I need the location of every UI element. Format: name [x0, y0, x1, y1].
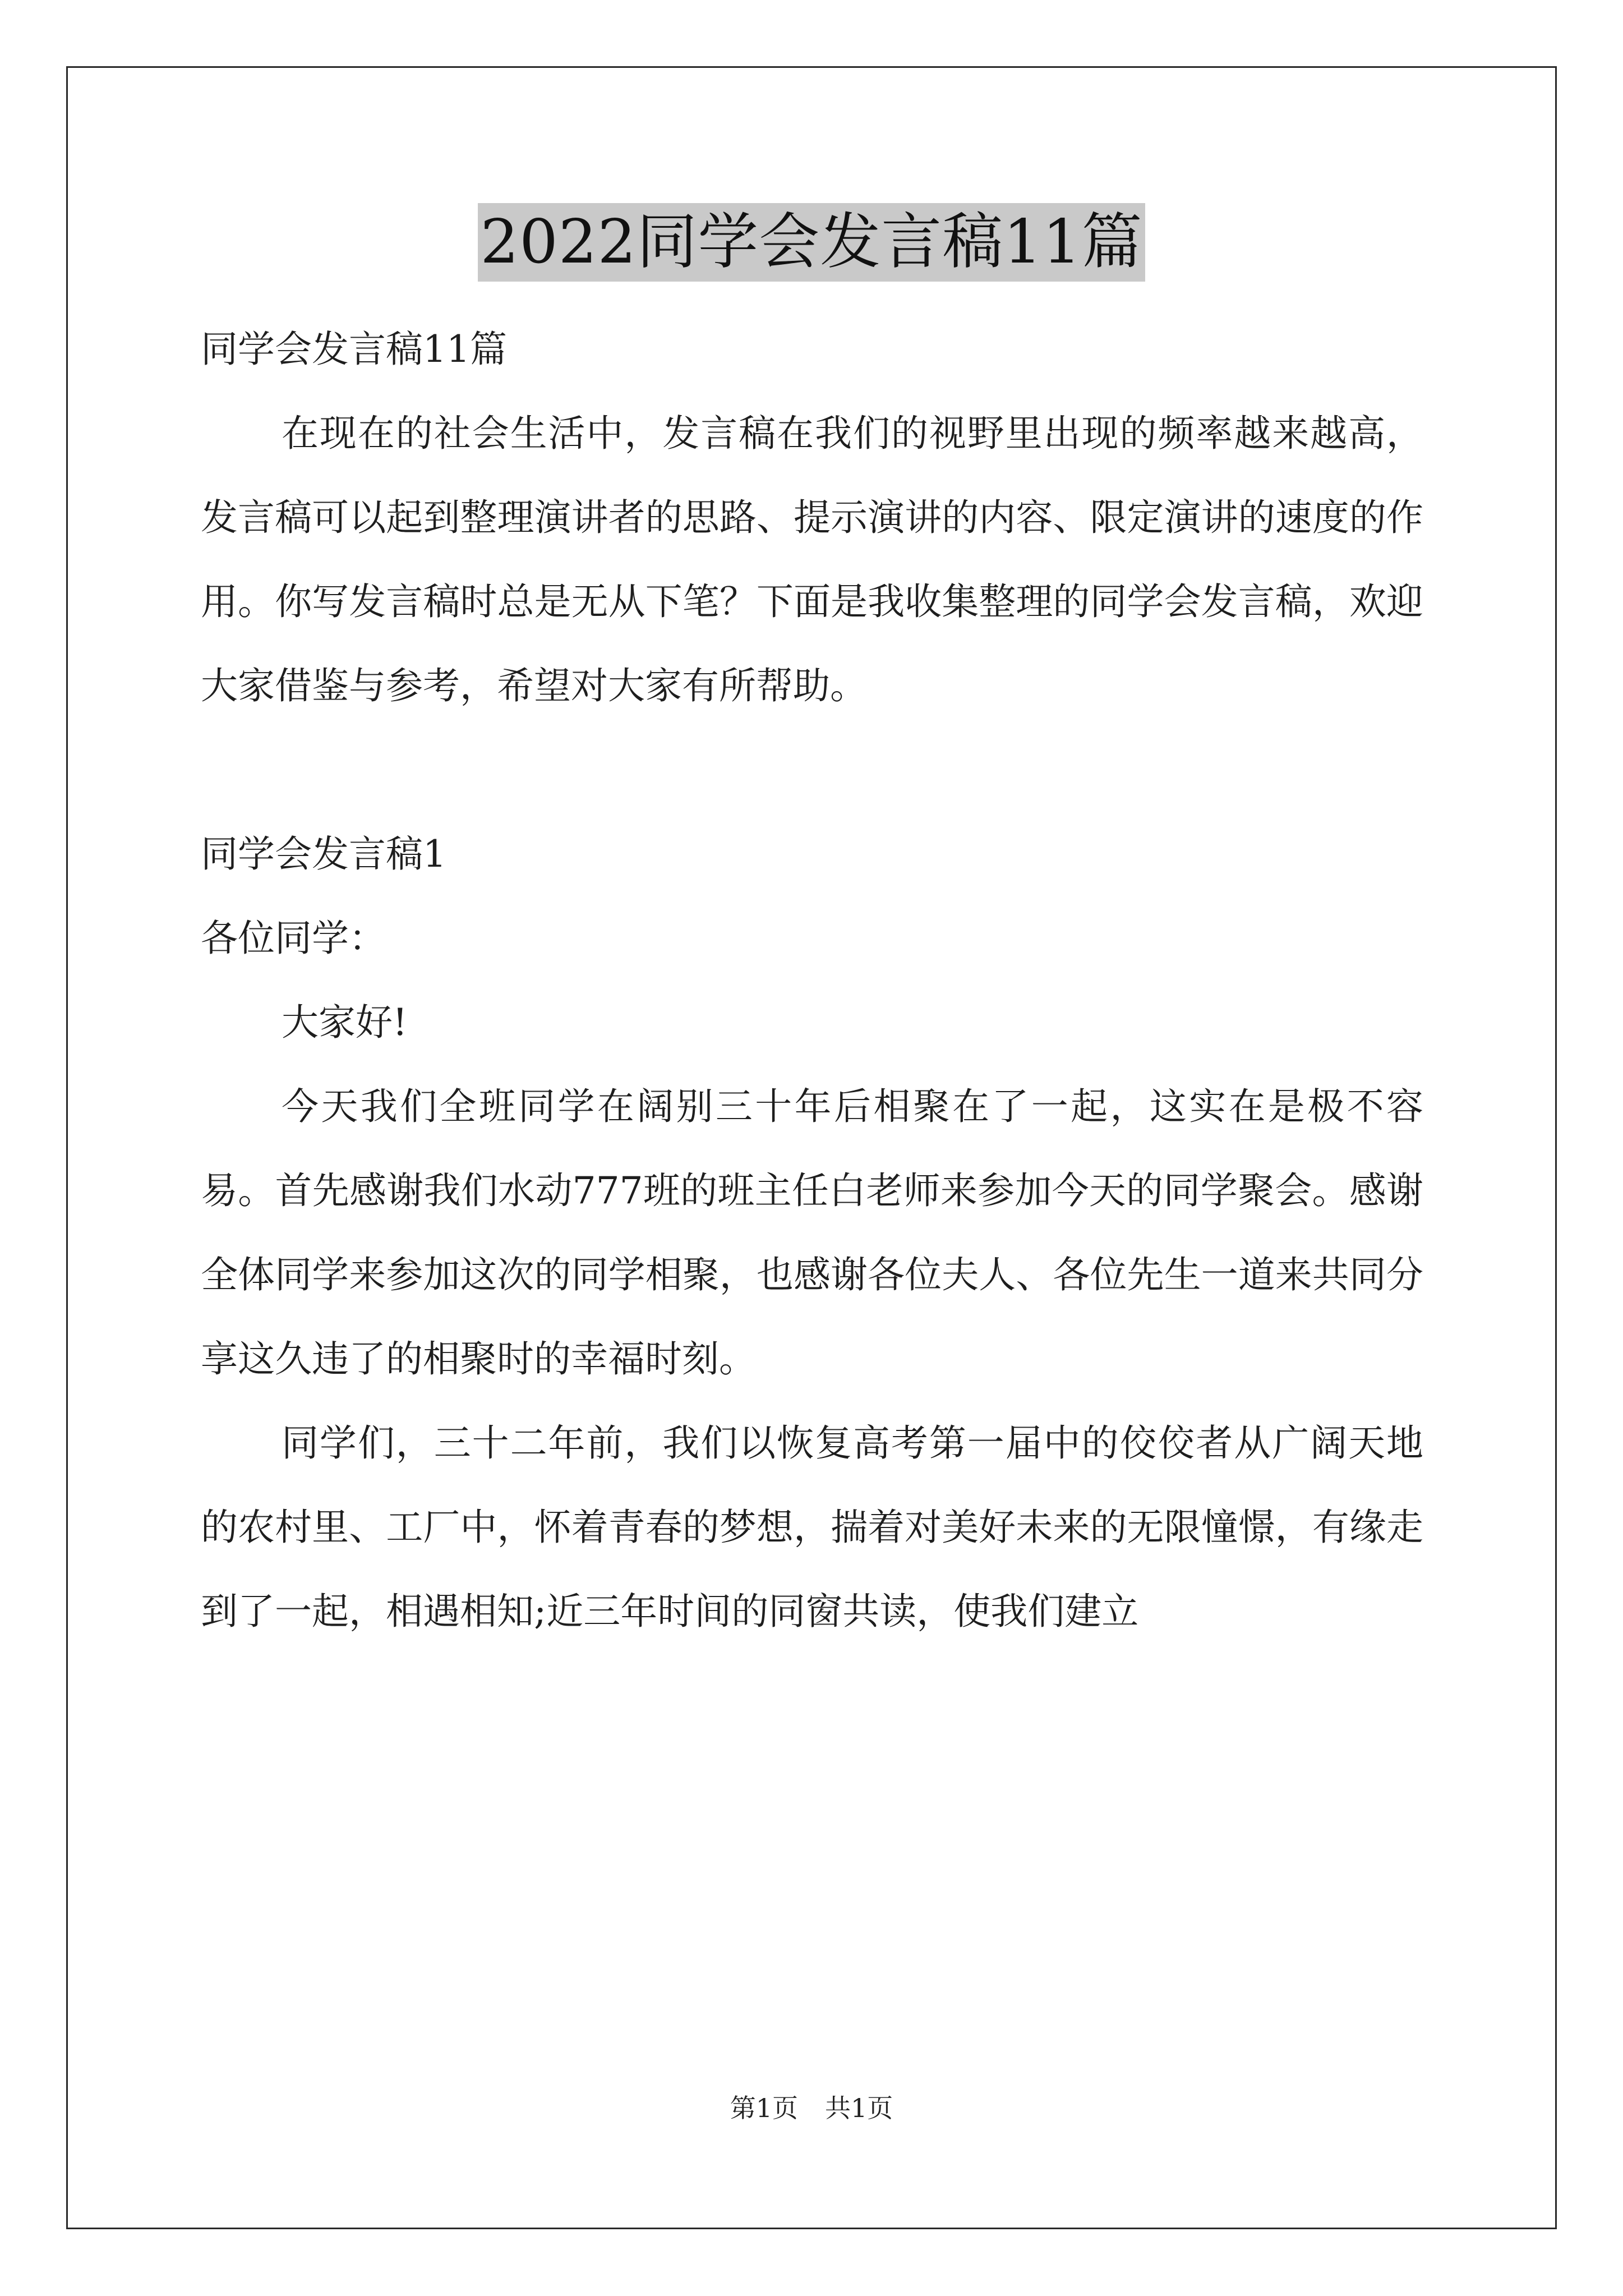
page-number: 第1页	[730, 2093, 798, 2123]
greeting: 大家好!	[282, 1001, 408, 1044]
body-paragraph-2: 同学们，三十二年前，我们以恢复高考第一届中的佼佼者从广阔天地的农村里、工厂中，怀着青春的梦想，揣着对美好未来的无限憧憬，有缘走到了一起，相遇相知;近三年时间的同窗共读，使我们建立	[201, 1421, 1423, 1633]
page-total: 共1页	[825, 2093, 893, 2123]
intro-paragraph: 在现在的社会生活中，发言稿在我们的视野里出现的频率越来越高，发言稿可以起到整理演讲者的思路、提示演讲的内容、限定演讲的速度的作用。你写发言稿时总是无从下笔？下面是我收集整理的同学会发言稿，欢迎大家借鉴与参考，希望对大家有所帮助。	[201, 412, 1423, 707]
document-body	[201, 307, 1423, 1654]
document-subtitle: 同学会发言稿11篇	[201, 328, 507, 371]
section-heading: 同学会发言稿1	[201, 832, 446, 876]
paragraph-spacer	[201, 728, 1423, 812]
salutation: 各位同学：	[201, 917, 386, 960]
document-title: 2022同学会发言稿11篇	[478, 203, 1145, 282]
page-footer	[0, 2091, 1623, 2125]
body-paragraph-1: 今天我们全班同学在阔别三十年后相聚在了一起，这实在是极不容易。首先感谢我们水动777班的班主任白老师来参加今天的同学聚会。感谢全体同学来参加这次的同学相聚，也感谢各位夫人、各位先生一道来共同分享这久违了的相聚时的幸福时刻。	[201, 1085, 1423, 1381]
title-container	[0, 203, 1623, 282]
